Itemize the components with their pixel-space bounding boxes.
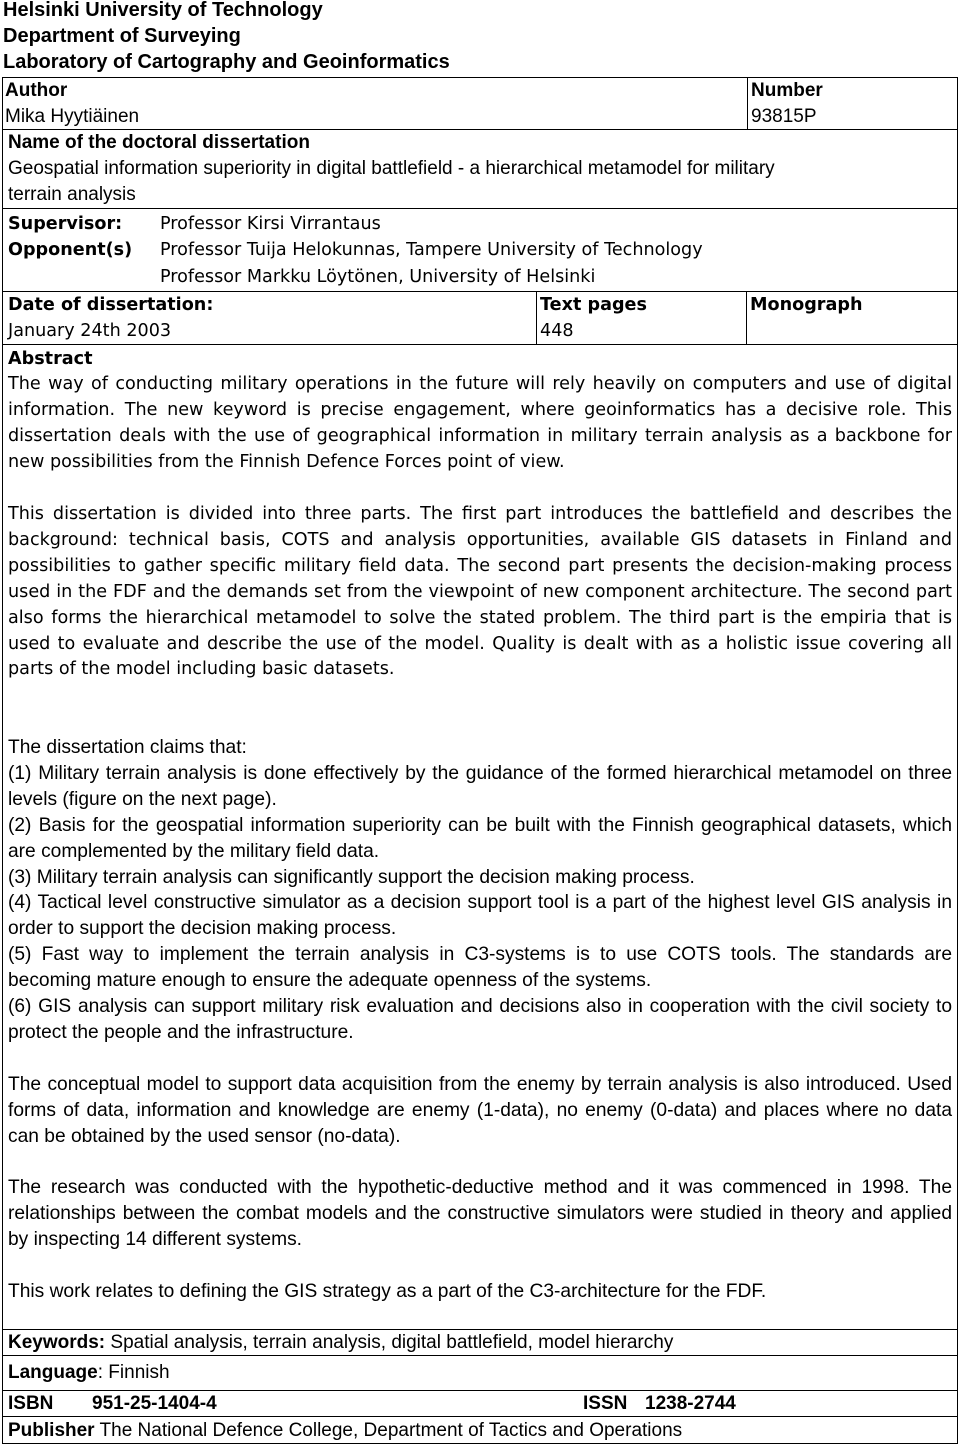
abstract-paragraph-4-text: The research was conducted with the hypothetic-deductive method and it was commenced in 1998. The relationships between the combat models and the constructive simulators were studied in theory and applied by inspecting 14 different systems. xyxy=(8,1177,952,1250)
abstract-cell xyxy=(2,344,958,1330)
opponent-first: Professor Tuija Helokunnas, Tampere University of Technology xyxy=(160,240,703,260)
keywords-value: Spatial analysis, terrain analysis, digital battlefield, model hierarchy xyxy=(110,1332,674,1353)
keywords-row xyxy=(8,1330,673,1356)
claim-item: (1) Military terrain analysis is done effectively by the guidance of the formed hierarchical metamodel on three levels (figure on the next page). xyxy=(8,762,952,810)
abstract-paragraph-2-text: This dissertation is divided into three parts. The first part introduces the battlefield and describes the background: technical basis, COTS and analysis opportunities, available GIS datasets in Finland and possibilities to gather specific military field data. The second part presents the decision-making process used in the FDF and the demands set from the viewpoint of new component architecture. The second part also forms the hierarchical metamodel to solve the stated problem. The third part is the empiria that is used to evaluate and describe the use of the model. Quality is dealt with as a holistic issue covering all parts of the model including basic datasets. xyxy=(8,504,952,680)
keywords-cell xyxy=(2,1329,958,1356)
laboratory-heading: Laboratory of Cartography and Geoinformatics xyxy=(3,51,450,73)
claims-intro: The dissertation claims that: xyxy=(8,737,247,758)
university-heading: Helsinki University of Technology xyxy=(3,0,323,21)
publisher-cell xyxy=(2,1416,958,1444)
dissertation-title-cell xyxy=(2,129,958,209)
claim-item: (4) Tactical level constructive simulator as a decision support tool is a part of the highest level GIS analysis in order to support the decision making process. xyxy=(8,892,952,940)
date-cell xyxy=(2,291,537,345)
isbn-value: 951-25-1404-4 xyxy=(92,1393,217,1414)
claim-item: (3) Military terrain analysis can significantly support the decision making process. xyxy=(8,866,695,888)
dissertation-title-line1: Geospatial information superiority in digital battlefield - a hierarchical metamodel for military xyxy=(8,158,775,179)
language-value: Finnish xyxy=(108,1362,170,1383)
number-label: Number xyxy=(751,80,823,101)
abstract-paragraph-5 xyxy=(8,1279,952,1305)
supervisor-label: Supervisor: xyxy=(8,214,123,234)
date-value: January 24th 2003 xyxy=(8,321,172,341)
publisher-value: The National Defence College, Department of Tactics and Operations xyxy=(99,1420,683,1441)
claim-item: (5) Fast way to implement the terrain analysis in C3-systems is to use COTS tools. The standards are becoming mature enough to ensure the adequate openness of the systems. xyxy=(8,944,952,992)
language-label: Language xyxy=(8,1362,98,1383)
author-cell xyxy=(2,77,748,130)
author-name: Mika Hyytiäinen xyxy=(5,106,140,127)
number-cell xyxy=(747,77,958,130)
type-label: Monograph xyxy=(750,295,863,315)
publisher-row xyxy=(8,1418,682,1444)
dissertation-title-line2: terrain analysis xyxy=(8,184,136,205)
keywords-label: Keywords: xyxy=(8,1332,106,1353)
abstract-paragraph-1 xyxy=(8,372,952,476)
opponents-label: Opponent(s) xyxy=(8,240,133,260)
abstract-paragraph-5-text: This work relates to defining the GIS strategy as a part of the C3-architecture for the FDF. xyxy=(8,1281,767,1302)
department-heading: Department of Surveying xyxy=(3,25,241,47)
number-value: 93815P xyxy=(751,106,817,127)
language-row: Language: Finnish xyxy=(8,1362,170,1383)
supervisor-opponent-cell xyxy=(2,208,958,292)
date-label: Date of dissertation: xyxy=(8,295,214,315)
pages-value: 448 xyxy=(540,321,574,341)
language-cell xyxy=(2,1355,958,1391)
isbn-label: ISBN xyxy=(8,1393,54,1414)
abstract-paragraph-3 xyxy=(8,1072,952,1150)
isbn-cell xyxy=(2,1390,958,1417)
issn-value: 1238-2744 xyxy=(645,1393,736,1414)
abstract-paragraph-2 xyxy=(8,502,952,683)
author-label: Author xyxy=(5,80,68,101)
pages-cell xyxy=(536,291,747,345)
opponent-second: Professor Markku Löytönen, University of Helsinki xyxy=(160,267,596,287)
abstract-paragraph-1-text: The way of conducting military operations in the future will rely heavily on computers and use of digital information. The new keyword is precise engagement, where geoinformatics has a decisive role. This dissertation deals with the use of geographical information in military terrain analysis as a backbone for new possibilities from the Finnish Defence Forces point of view. xyxy=(8,374,952,472)
type-cell xyxy=(746,291,958,345)
publisher-label: Publisher xyxy=(8,1420,95,1441)
pages-label: Text pages xyxy=(540,295,647,315)
claim-item: (2) Basis for the geospatial information superiority can be built with the Finnish geographical datasets, which are complemented by the military field data. xyxy=(8,814,952,862)
abstract-paragraph-3-text: The conceptual model to support data acquisition from the enemy by terrain analysis is also introduced. Used forms of data, information and knowledge are enemy (1-data), no enemy (0-data) and places where no data can be obtained by the used sensor (no-data). xyxy=(8,1074,952,1147)
claim-item: (6) GIS analysis can support military risk evaluation and decisions also in cooperation with the civil society to protect the people and the infrastructure. xyxy=(8,996,952,1043)
abstract-label: Abstract xyxy=(8,349,93,369)
claims-list xyxy=(8,735,952,1046)
supervisor-name: Professor Kirsi Virrantaus xyxy=(160,214,381,234)
dissertation-label: Name of the doctoral dissertation xyxy=(8,132,310,153)
issn-label: ISSN xyxy=(583,1393,628,1414)
abstract-paragraph-4 xyxy=(8,1175,952,1253)
